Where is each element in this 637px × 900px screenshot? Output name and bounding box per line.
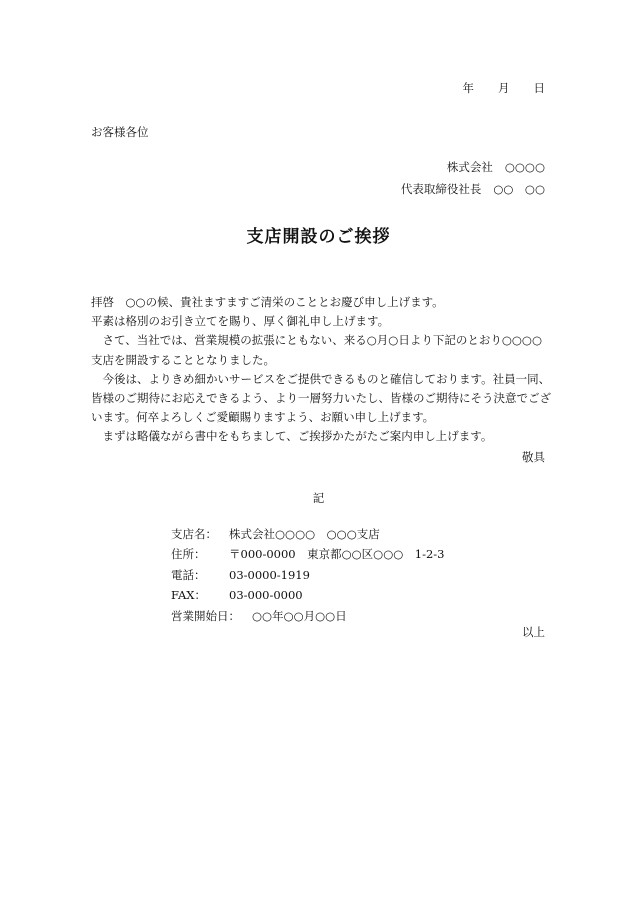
body-line: まずは略儀ながら書中をもちまして、ご挨拶かたがたご案内申し上げます。 [91, 429, 493, 444]
body-line: 支店を開設することとなりました。 [91, 352, 275, 367]
date-line [463, 80, 546, 96]
detail-label: 支店名： [171, 527, 217, 541]
detail-row-branch [171, 524, 445, 544]
sender-president [401, 181, 545, 197]
detail-row-phone [171, 565, 445, 585]
closing-ijo: 以上 [522, 625, 545, 639]
president-name: ○○ ○○ [493, 182, 545, 196]
detail-label: 住所： [171, 547, 206, 562]
body-line: 拝啓 ○○の候、貴社ますますご清栄のこととお慶び申し上げます。 [91, 295, 444, 309]
detail-row-fax [171, 585, 445, 605]
detail-value: 03-000-0000 [229, 588, 303, 603]
ki-heading: 記 [312, 491, 325, 505]
company-label: 株式会社 [446, 160, 493, 174]
body-line: さて、当社では、営業規模の拡張にともない、来る○月○日より下記のとおり○○○○ [91, 333, 542, 348]
detail-value: 株式会社○○○○ ○○○支店 [229, 527, 380, 541]
sender-company [447, 159, 545, 175]
body-line: 今後は、よりきめ細かいサービスをご提供できるものと確信しております。社員一同、 [91, 371, 551, 386]
details-list [171, 524, 445, 626]
document-title: 支店開設のご挨拶 [246, 227, 391, 247]
detail-label: 電話： [171, 567, 206, 582]
body-line: 平素は格別のお引き立てを賜り、厚く御礼申し上げます。 [91, 314, 390, 329]
recipient: お客様各位 [91, 125, 149, 139]
date-month: 月 [498, 81, 510, 95]
president-title: 代表取締役社長 [400, 182, 482, 196]
detail-row-start-date [171, 606, 445, 626]
letter-body [91, 293, 551, 447]
detail-label: 営業開始日： [171, 608, 240, 623]
detail-row-address [171, 544, 445, 564]
date-day: 日 [533, 81, 545, 95]
body-line: 皆様のご期待にお応えできるよう、より一層努力いたし、皆様のご期待にそう決意でござ [91, 390, 551, 405]
company-name: ○○○○ [504, 160, 545, 174]
date-year: 年 [462, 81, 474, 95]
detail-value: 03-0000-1919 [229, 567, 310, 582]
detail-value: 〒000-0000 東京都○○区○○○ 1-2-3 [229, 547, 445, 562]
body-line: います。何卒よろしくご愛顧賜りますよう、お願い申し上げます。 [91, 410, 435, 425]
closing-keigu: 敬具 [522, 450, 545, 464]
detail-value: ○○年○○月○○日 [252, 608, 347, 623]
detail-label: FAX： [171, 588, 206, 603]
